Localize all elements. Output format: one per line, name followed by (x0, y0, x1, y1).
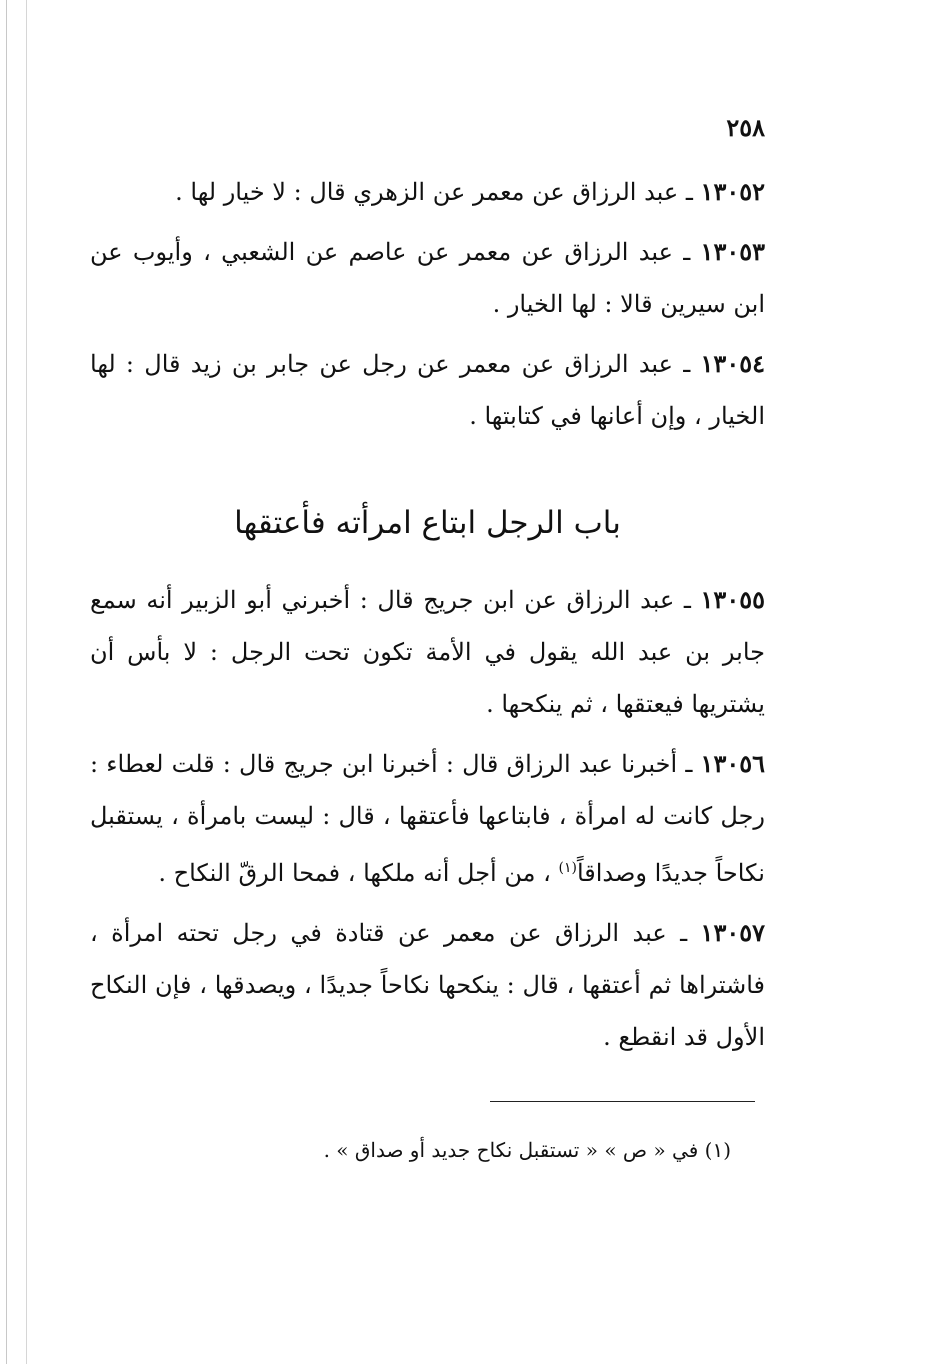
hadith-number: ١٣٠٥٤ (700, 349, 765, 378)
hadith-13057 (90, 907, 765, 1063)
hadith-text: عبد الرزاق عن معمر عن عاصم عن الشعبي ، وأيوب عن ابن سيرين قالا : لها الخيار . (90, 238, 765, 318)
hadith-13056 (90, 738, 765, 899)
footnote-divider (490, 1101, 755, 1102)
hadith-13054 (90, 338, 765, 442)
hadith-number: ١٣٠٥٢ (700, 177, 765, 206)
hadith-dash: ـ (683, 350, 691, 378)
footnote: (١) في « ص » « تستقبل نكاح جديد أو صداق » . (323, 1138, 731, 1162)
scan-edge-line (6, 0, 7, 1364)
hadith-13053 (90, 226, 765, 330)
hadith-13052 (90, 166, 765, 218)
book-page (90, 110, 765, 1188)
hadith-dash: ـ (685, 178, 693, 206)
hadith-text: عبد الرزاق عن ابن جريج قال : أخبرني أبو الزبير أنه سمع جابر بن عبد الله يقول في الأمة تكون تحت الرجل : لا بأس أن يشتريها فيعتقها ، ثم ينكحها . (90, 586, 765, 718)
hadith-number: ١٣٠٥٥ (700, 585, 765, 614)
hadith-text: عبد الرزاق عن معمر عن الزهري قال : لا خيار لها . (175, 178, 679, 206)
hadith-text: عبد الرزاق عن معمر عن رجل عن جابر بن زيد قال : لها الخيار ، وإن أعانها في كتابتها . (90, 350, 765, 430)
hadith-number: ١٣٠٥٣ (700, 237, 765, 266)
hadith-text-continued: ، من أجل أنه ملكها ، فمحا الرقّ النكاح . (158, 859, 551, 887)
hadith-number: ١٣٠٥٧ (700, 918, 765, 947)
hadith-dash: ـ (680, 919, 688, 947)
hadith-dash: ـ (683, 238, 691, 266)
page-number: ٢٥٨ (726, 113, 765, 142)
hadith-13055 (90, 574, 765, 730)
hadith-number: ١٣٠٥٦ (700, 749, 765, 778)
chapter-title: باب الرجل ابتاع امرأته فأعتقها (234, 505, 621, 541)
scan-edge-line (26, 0, 27, 1364)
hadith-text: أخبرنا عبد الرزاق قال : أخبرنا ابن جريج قال : قلت لعطاء : رجل كانت له امرأة ، فابتاعها فأعتقها ، قال : ليست بامرأة ، يستقبل نكاحاً جديدًا وصداقاً (90, 750, 766, 887)
footnote-marker: (١) (558, 860, 577, 876)
hadith-dash: ـ (683, 586, 691, 614)
hadith-text: عبد الرزاق عن معمر عن قتادة في رجل تحته امرأة ، فاشتراها ثم أعتقها ، قال : ينكحها نكاحاً جديدًا ، ويصدقها ، فإن النكاح الأول قد انقطع . (90, 919, 765, 1051)
hadith-dash: ـ (685, 750, 693, 778)
